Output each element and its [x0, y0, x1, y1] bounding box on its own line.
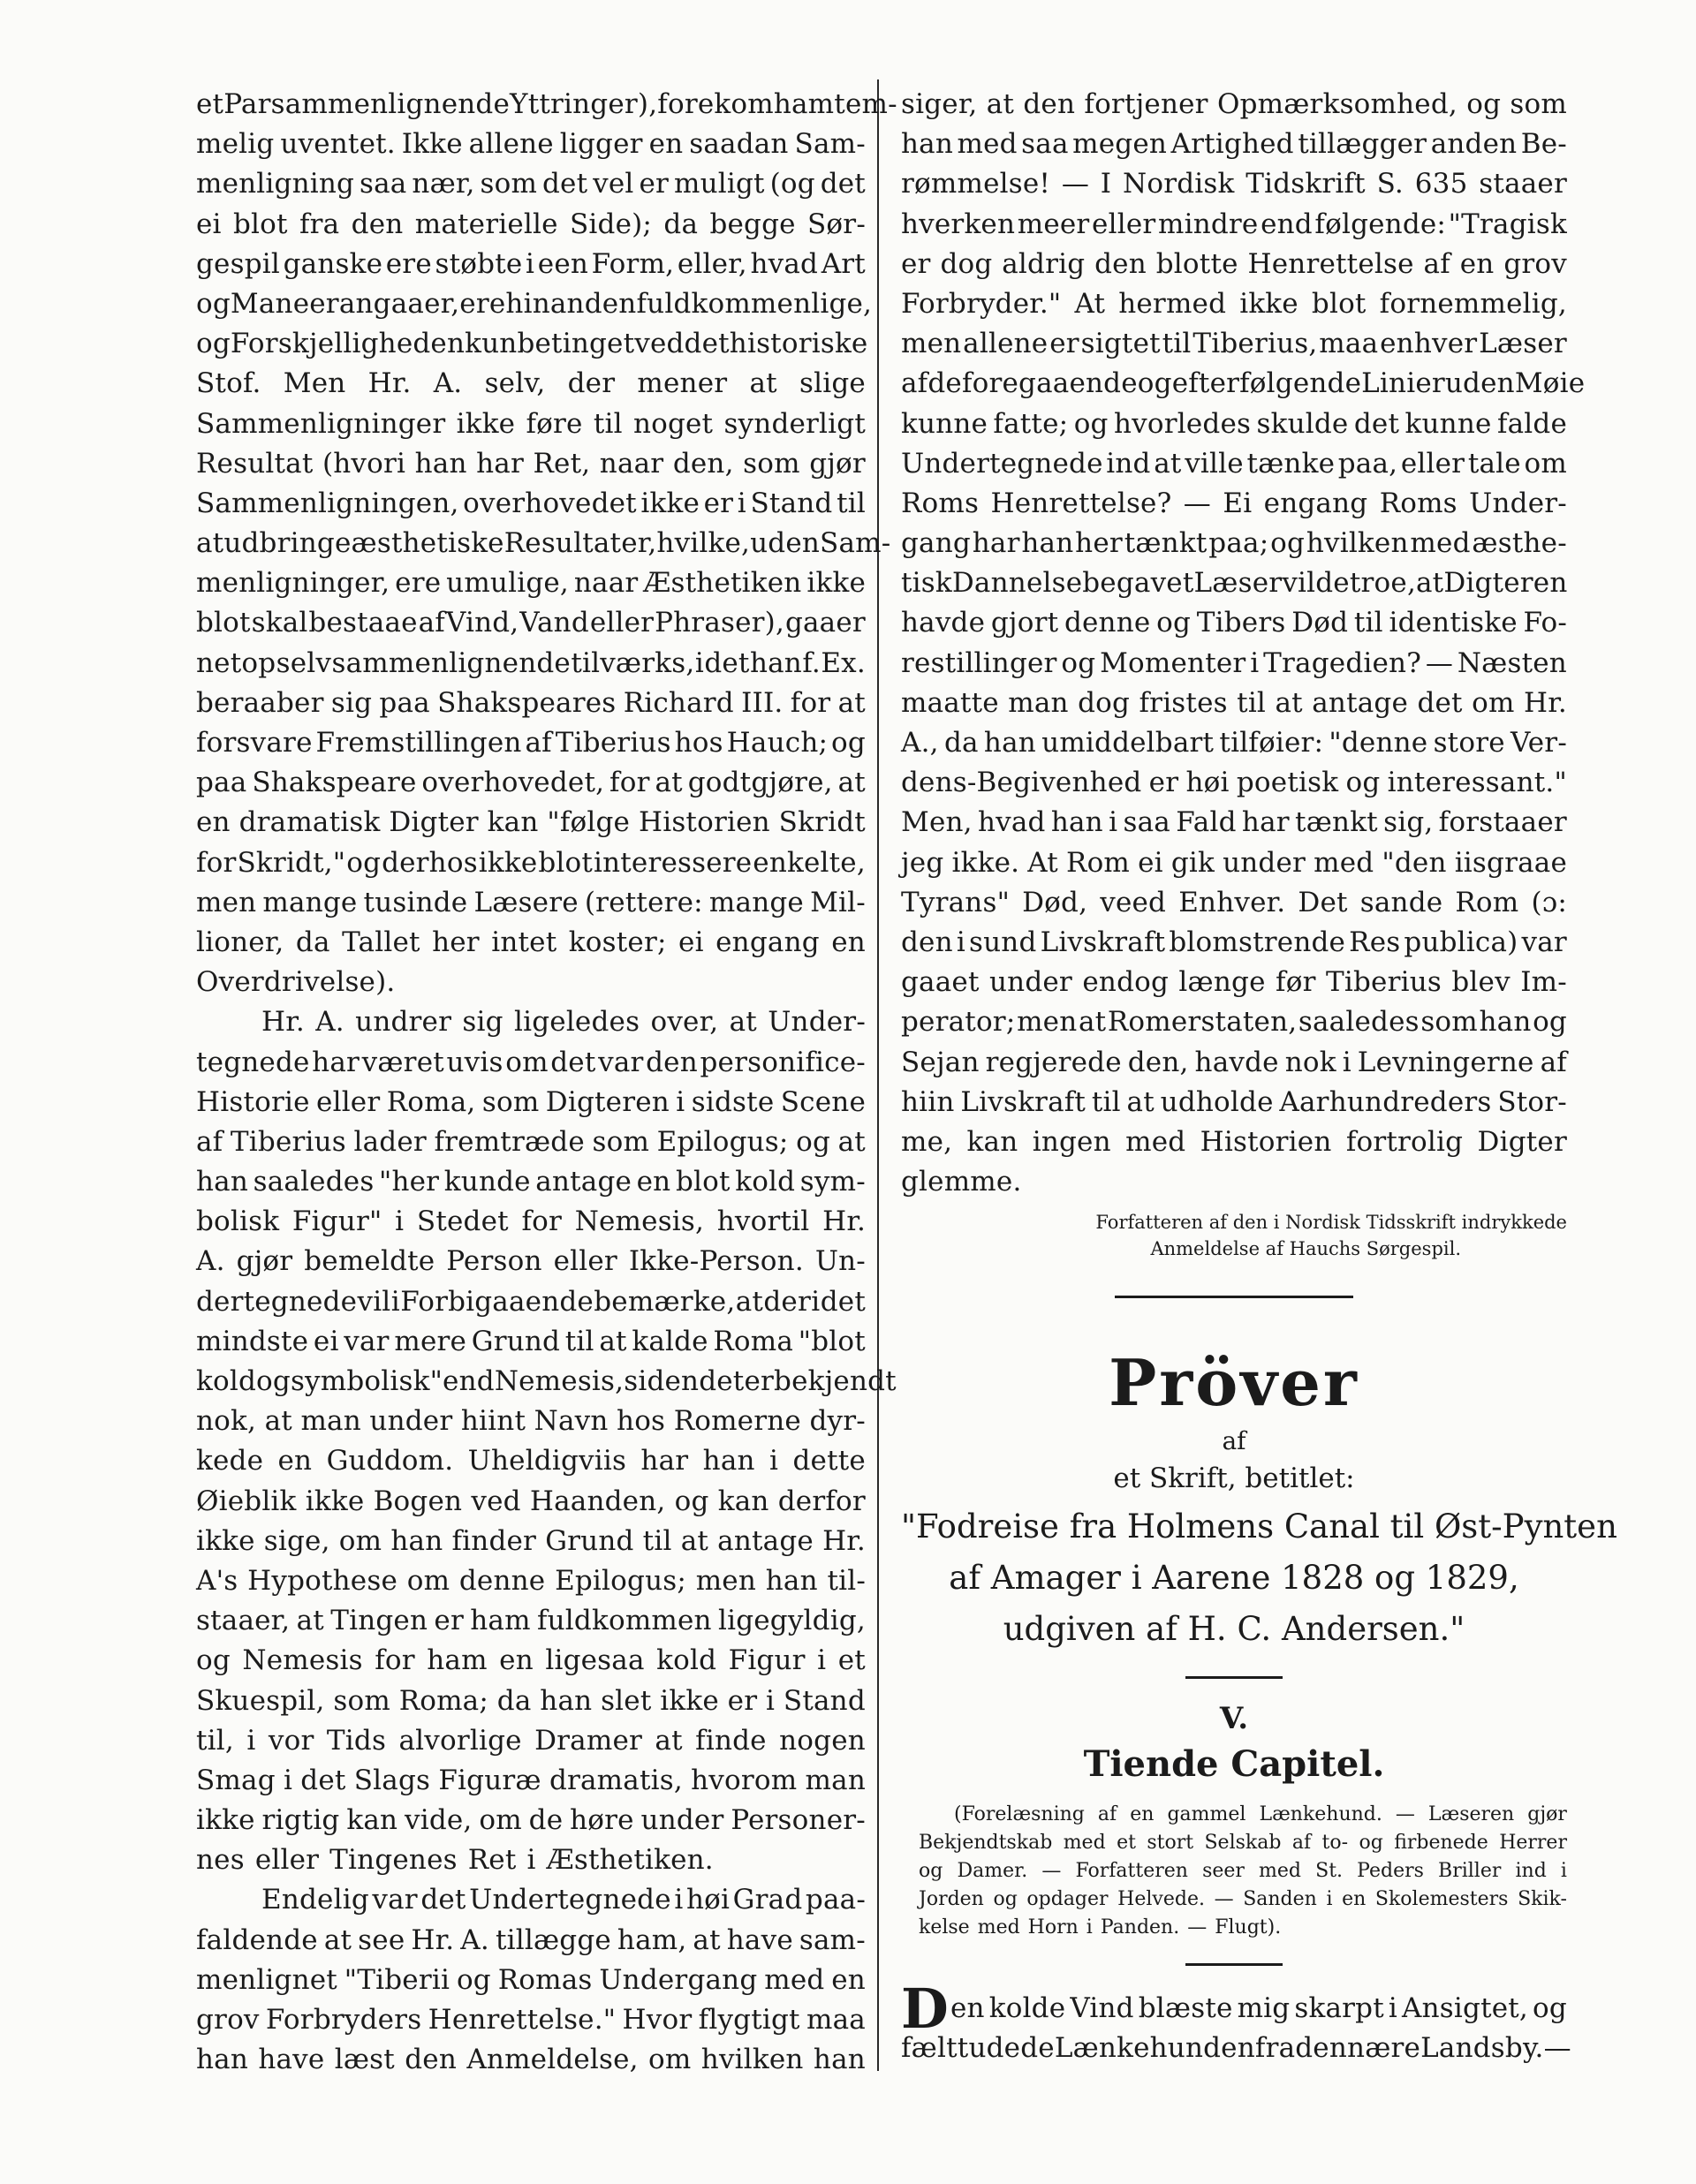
text-line: A., da han umiddelbart tilføier: "denne store Ver- [901, 727, 1567, 759]
text-line: en dramatisk Digter kan "følge Historien Skridt [196, 806, 866, 839]
text-line: dertegnede vil i Forbigaaende bemærke, at der i det [196, 1285, 866, 1318]
text-line: Men, hvad han i saa Fald har tænkt sig, forstaaer [901, 806, 1567, 839]
text-line: gespil ganske ere støbte i een Form, eller, hvad Art [196, 247, 866, 280]
column-divider [877, 79, 879, 2071]
text-line: for Skridt," og derhos ikke blot interessere enkelte, [196, 846, 866, 879]
heading-title: Pröver [1109, 1345, 1359, 1421]
text-line: kede en Guddom. Uheldigviis har han i dette [196, 1445, 866, 1477]
text-line: Sammenligninger ikke føre til noget synderligt [196, 407, 866, 440]
text-line: glemme. [901, 1166, 1022, 1198]
left-paragraph-3 [196, 1880, 866, 2080]
text-line: den i sund Livskraft blomstrende Res publica) var [901, 926, 1567, 958]
text-line: gaaet under endog længe før Tiberius blev Im- [901, 966, 1567, 999]
text-line: er dog aldrig den blotte Henrettelse af en grov [901, 247, 1567, 280]
text-line: og Nemesis for ham en ligesaa kold Figur i et [196, 1644, 866, 1677]
text-line: me, kan ingen med Historien fortrolig Digter [901, 1125, 1567, 1158]
text-line: A's Hypothese om denne Epilogus; men han til- [196, 1564, 866, 1597]
text-line: bolisk Figur" i Stedet for Nemesis, hvortil Hr. [196, 1205, 866, 1238]
text-line: ei blot fra den materielle Side); da begge Sør- [196, 208, 866, 240]
text-line: nok, at man under hiint Navn hos Romerne dyr- [196, 1405, 866, 1438]
text-line: Resultat (hvori han har Ret, naar den, som gjør [196, 447, 866, 480]
summary-line: Bekjendtskab med et stort Selskab af to- og firbenede Herrer [919, 1832, 1567, 1855]
summary-rule [1185, 1963, 1283, 1966]
heading-line-5: udgiven af H. C. Andersen." [1003, 1610, 1465, 1649]
text-line: nes eller Tingenes Ret i Æsthetiken. [196, 1844, 714, 1877]
chapter-body [901, 1976, 1571, 2068]
text-line: rømmelse! — I Nordisk Tidskrift S. 635 staaer [901, 168, 1567, 200]
text-line: og Forskjelligheden kun betinget ved det historiske [196, 328, 868, 360]
text-line: kunne fatte; og hvorledes skulde det kunne falde [901, 407, 1567, 440]
heading-line-4: af Amager i Aarene 1828 og 1829, [949, 1559, 1519, 1598]
text-line: paa Shakspeare overhovedet, for at godtgjøre, at [196, 767, 866, 799]
text-line: tisk Dannelse begavet Læser vilde troe, at Digteren [901, 567, 1568, 600]
right-paragraph-1 [901, 85, 1586, 1202]
body-line-1 [901, 1976, 1567, 2042]
signature-line-1: Forfatteren af den i Nordisk Tidsskrift indrykkede [1095, 1212, 1567, 1234]
text-line: Undertegnede ind at ville tænke paa, eller tale om [901, 447, 1567, 480]
text-line: dens-Begivenhed er høi poetisk og interessant." [901, 767, 1567, 799]
text-line: Skuespil, som Roma; da han slet ikke er i Stand [196, 1684, 866, 1717]
text-line: Øieblik ikke Bogen ved Haanden, og kan derfor [196, 1485, 866, 1517]
drop-cap: D [901, 1976, 949, 2042]
section-rule [1115, 1296, 1353, 1298]
text-line: hiin Livskraft til at udholde Aarhundreders Stor- [901, 1085, 1567, 1118]
text-line: siger, at den fortjener Opmærksomhed, og som [901, 88, 1567, 120]
left-paragraph-2 [196, 1002, 897, 1880]
text-line: han saaledes "her kunde antage en blot kold sym- [196, 1166, 866, 1198]
text-line: Tyrans" Død, veed Enhver. Det sande Rom (ɔ: [901, 886, 1567, 918]
text-line: maatte man dog fristes til at antage det om Hr. [901, 686, 1567, 719]
text-line: og Maneer angaaer, ere hinanden fuldkommen lige, [196, 287, 873, 320]
text-line: A. gjør bemeldte Person eller Ikke-Person. Un- [196, 1245, 866, 1278]
text-line: Historie eller Roma, som Digteren i sidste Scene [196, 1085, 866, 1118]
text-line: ikke sige, om han finder Grund til at antage Hr. [196, 1524, 866, 1557]
text-line: faldende at see Hr. A. tillægge ham, at have sam- [196, 1923, 866, 1956]
text-line: gang har han her tænkt paa; og hvilken med æsthe- [901, 527, 1567, 560]
body-line-1-text: en kolde Vind blæste mig skarpt i Ansigtet, og [950, 1992, 1567, 2025]
text-line: Sejan regjerede den, havde nok i Levningerne af [901, 1046, 1567, 1078]
signature-block [901, 1209, 1567, 1262]
summary-line: (Forelæsning af en gammel Lænkehund. — Læseren gjør [954, 1803, 1567, 1826]
text-line: Hr. A. undrer sig ligeledes over, at Under- [261, 1006, 866, 1039]
text-line: ikke rigtig kan vide, om de høre under Personer- [196, 1804, 866, 1837]
text-line: menligninger, ere umulige, naar Æsthetiken ikke [196, 567, 866, 600]
body-line-2: fælt tudede Lænkehunden fra den nære Landsby.— [901, 2032, 1571, 2065]
text-line: til, i vor Tids alvorlige Dramer at finde nogen [196, 1724, 866, 1757]
left-paragraph-1 [196, 85, 897, 1002]
text-line: grov Forbryders Henrettelse." Hvor flygtigt maa [196, 2004, 866, 2036]
text-line: han med saa megen Artighed tillægger anden Be- [901, 128, 1567, 161]
text-line: menlignet "Tiberii og Romas Undergang med en [196, 1963, 866, 1996]
chapter-title: Tiende Capitel. [1083, 1743, 1385, 1786]
text-line: Smag i det Slags Figuræ dramatis, hvorom man [196, 1764, 866, 1796]
heading-line-2: et Skrift, betitlet: [1113, 1462, 1355, 1495]
text-line: hverken meer eller mindre end følgende: "Tragisk [901, 208, 1567, 240]
text-line: restillinger og Momenter i Tragedien? — Næsten [901, 646, 1567, 679]
text-line: Roms Henrettelse? — Ei engang Roms Under- [901, 487, 1567, 519]
text-line: af de foregaaende og efterfølgende Linier uden Møie [901, 367, 1586, 400]
text-line: lioner, da Tallet her intet koster; ei engang en [196, 926, 866, 958]
right-column [901, 85, 1617, 2069]
text-line: mindste ei var mere Grund til at kalde Roma "blot [196, 1325, 866, 1357]
chapter-numeral: V. [1219, 1701, 1249, 1737]
heading-af: af [1222, 1426, 1246, 1456]
text-line: melig uventet. Ikke allene ligger en saadan Sam- [196, 128, 866, 161]
text-line: Stof. Men Hr. A. selv, der mener at slige [196, 367, 866, 400]
text-line: havde gjort denne og Tibers Død til identiske Fo- [901, 607, 1567, 639]
text-line: Sammenligningen, overhovedet ikke er i Stand til [196, 487, 866, 519]
text-line: staaer, at Tingen er ham fuldkommen ligegyldig, [196, 1605, 866, 1637]
text-line: Forbryder." At hermed ikke blot fornemmelig, [901, 287, 1567, 320]
text-line: forsvare Fremstillingen af Tiberius hos Hauch; og [196, 727, 866, 759]
text-line: tegnede har været uvis om det var den personifice- [196, 1046, 866, 1078]
heading-rule [1185, 1676, 1283, 1679]
text-line: netop selv sammenlignende tilværks, i det han f. Ex. [196, 646, 866, 679]
text-line: et Par sammenlignende Yttringer), forekom ham tem- [196, 88, 897, 120]
text-line: han have læst den Anmeldelse, om hvilken han [196, 2044, 866, 2076]
text-line: perator; men at Romerstaten, saaledes som han og [901, 1006, 1567, 1039]
text-line: Endelig var det Undertegnede i høi Grad paa- [261, 1884, 866, 1916]
summary-line: Jorden og opdager Helvede. — Sanden i en Skolemesters Skik- [919, 1888, 1567, 1911]
text-line: at udbringe æsthetiske Resultater, hvilke, uden Sam- [196, 527, 891, 560]
text-line: kold og symbolisk" end Nemesis, siden det er bekjendt [196, 1365, 897, 1397]
text-line: Overdrivelse). [196, 966, 396, 999]
summary-line: og Damer. — Forfatteren seer med St. Peders Briller ind i [919, 1860, 1567, 1883]
text-line: af Tiberius lader fremtræde som Epilogus; og at [196, 1125, 866, 1158]
text-line: jeg ikke. At Rom ei gik under med "den iisgraae [901, 846, 1567, 879]
signature-line-2: Anmeldelse af Hauchs Sørgespil. [1150, 1238, 1461, 1260]
text-line: men mange tusinde Læsere (rettere: mange Mil- [196, 886, 866, 918]
article-heading [901, 1345, 1617, 1655]
text-line: men allene er sigtet til Tiberius, maa enhver Læser [901, 328, 1567, 360]
text-line: menligning saa nær, som det vel er muligt (og det [196, 168, 866, 200]
heading-line-3: "Fodreise fra Holmens Canal til Øst-Pynten [901, 1508, 1617, 1546]
text-line: blot skal bestaae af Vind, Vand eller Phraser), gaaer [196, 607, 866, 639]
text-line: beraaber sig paa Shakspeares Richard III. for at [196, 686, 866, 719]
chapter-summary [901, 1801, 1567, 1942]
left-column [196, 85, 897, 2080]
summary-line: kelse med Horn i Panden. — Flugt). [919, 1916, 1282, 1939]
